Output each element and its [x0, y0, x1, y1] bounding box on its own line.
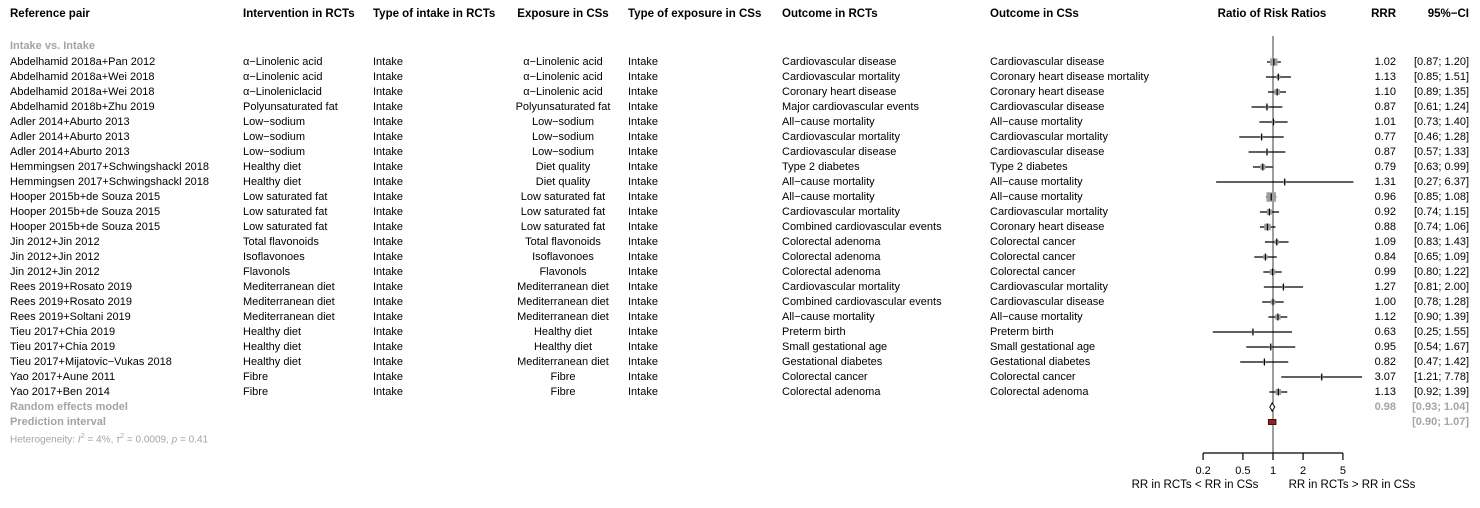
cell-outcome_rct: All−cause mortality	[782, 116, 875, 128]
cell-outcome_cs: Preterm birth	[990, 326, 1054, 338]
cell-outcome_cs: All−cause mortality	[990, 311, 1083, 323]
cell-ci: [0.83; 1.43]	[1413, 236, 1469, 248]
cell-outcome_cs: Colorectal cancer	[990, 251, 1076, 263]
cell-exposure: Low saturated fat	[520, 206, 606, 218]
cell-ref: Abdelhamid 2018a+Wei 2018	[10, 86, 155, 98]
cell-rrr: 0.77	[1374, 131, 1396, 143]
cell-ref: Rees 2019+Rosato 2019	[10, 281, 133, 293]
cell-outcome_rct: Cardiovascular mortality	[782, 281, 900, 293]
cell-ci: [0.61; 1.24]	[1413, 101, 1469, 113]
prediction-interval-ci: [0.90; 1.07]	[1412, 416, 1469, 428]
cell-ci: [1.21; 7.78]	[1413, 371, 1469, 383]
cell-rrr: 0.87	[1374, 101, 1396, 113]
study-row	[0, 356, 1480, 369]
cell-rrr: 0.88	[1374, 221, 1396, 233]
cell-ci: [0.47; 1.42]	[1413, 356, 1469, 368]
study-row	[0, 131, 1480, 144]
cell-ci: [0.85; 1.51]	[1413, 71, 1469, 83]
cell-outcome_rct: All−cause mortality	[782, 191, 875, 203]
cell-ci: [0.87; 1.20]	[1413, 56, 1469, 68]
cell-outcome_cs: Colorectal cancer	[990, 236, 1076, 248]
cell-exposure: Low−sodium	[531, 116, 595, 128]
column-header-intervention-rcts: Intervention in RCTs	[243, 8, 355, 20]
study-row	[0, 86, 1480, 99]
cell-rrr: 0.82	[1374, 356, 1396, 368]
cell-ci: [0.65; 1.09]	[1413, 251, 1469, 263]
cell-ref: Hemmingsen 2017+Schwingshackl 2018	[10, 161, 210, 173]
cell-exposure: Mediterranean diet	[517, 281, 609, 293]
cell-outcome_cs: Cardiovascular disease	[990, 56, 1105, 68]
study-row	[0, 206, 1480, 219]
cell-exposure: α−Linolenic acid	[523, 71, 603, 83]
cell-exposure_type: Intake	[628, 101, 658, 113]
cell-exposure_type: Intake	[628, 56, 658, 68]
cell-outcome_cs: Small gestational age	[990, 341, 1096, 353]
cell-intake_type: Intake	[373, 281, 403, 293]
cell-ci: [0.85; 1.08]	[1413, 191, 1469, 203]
cell-outcome_cs: Gestational diabetes	[990, 356, 1091, 368]
study-row	[0, 101, 1480, 114]
cell-exposure: Low−sodium	[531, 146, 595, 158]
cell-ci: [0.89; 1.35]	[1413, 86, 1469, 98]
x-axis-tick-label: 5	[1339, 465, 1346, 477]
cell-exposure_type: Intake	[628, 296, 658, 308]
cell-intervention: Low−sodium	[243, 146, 306, 158]
study-row	[0, 161, 1480, 174]
cell-intervention: Total flavonoids	[243, 236, 319, 248]
subgroup-label	[0, 40, 1480, 53]
cell-exposure_type: Intake	[628, 86, 658, 98]
cell-intervention: Healthy diet	[243, 176, 302, 188]
cell-intervention: Low−sodium	[243, 131, 306, 143]
cell-intake_type: Intake	[373, 146, 403, 158]
cell-outcome_rct: Preterm birth	[782, 326, 846, 338]
cell-intake_type: Intake	[373, 371, 403, 383]
cell-outcome_rct: Colorectal adenoma	[782, 266, 881, 278]
cell-ref: Adler 2014+Aburto 2013	[10, 116, 130, 128]
cell-rrr: 1.12	[1374, 311, 1396, 323]
cell-outcome_cs: All−cause mortality	[990, 176, 1083, 188]
random-effects-label: Random effects model	[10, 401, 128, 413]
cell-exposure_type: Intake	[628, 326, 658, 338]
study-row	[0, 296, 1480, 309]
cell-rrr: 3.07	[1374, 371, 1396, 383]
cell-rrr: 1.09	[1374, 236, 1396, 248]
cell-intake_type: Intake	[373, 251, 403, 263]
cell-outcome_cs: Type 2 diabetes	[990, 161, 1068, 173]
prediction-interval-label: Prediction interval	[10, 416, 106, 428]
cell-intervention: Fibre	[243, 371, 269, 383]
study-row	[0, 251, 1480, 264]
cell-intervention: Mediterranean diet	[243, 296, 335, 308]
cell-intervention: Low saturated fat	[243, 221, 328, 233]
cell-rrr: 1.13	[1374, 386, 1396, 398]
cell-outcome_cs: Colorectal cancer	[990, 371, 1076, 383]
cell-ci: [0.74; 1.06]	[1413, 221, 1469, 233]
cell-exposure: Polyunsaturated fat	[515, 101, 611, 113]
cell-intervention: Low−sodium	[243, 116, 306, 128]
column-header-outcome-css: Outcome in CSs	[990, 8, 1079, 20]
cell-outcome_cs: Colorectal adenoma	[990, 386, 1089, 398]
study-row	[0, 56, 1480, 69]
cell-outcome_rct: Colorectal adenoma	[782, 386, 881, 398]
cell-intake_type: Intake	[373, 161, 403, 173]
x-axis-tick-label: 0.5	[1235, 465, 1251, 477]
cell-outcome_rct: Colorectal adenoma	[782, 251, 881, 263]
cell-intake_type: Intake	[373, 86, 403, 98]
study-row	[0, 116, 1480, 129]
cell-outcome_cs: Cardiovascular disease	[990, 146, 1105, 158]
study-row	[0, 311, 1480, 324]
cell-ref: Hooper 2015b+de Souza 2015	[10, 221, 161, 233]
cell-rrr: 1.10	[1374, 86, 1396, 98]
cell-exposure: Fibre	[550, 371, 576, 383]
cell-intervention: Polyunsaturated fat	[243, 101, 338, 113]
cell-outcome_cs: All−cause mortality	[990, 191, 1083, 203]
cell-outcome_cs: Cardiovascular mortality	[990, 206, 1108, 218]
cell-outcome_cs: Cardiovascular mortality	[990, 281, 1108, 293]
cell-exposure_type: Intake	[628, 281, 658, 293]
cell-ref: Jin 2012+Jin 2012	[10, 266, 100, 278]
cell-ref: Yao 2017+Aune 2011	[10, 371, 116, 383]
cell-exposure_type: Intake	[628, 236, 658, 248]
cell-ci: [0.81; 2.00]	[1413, 281, 1469, 293]
cell-intake_type: Intake	[373, 266, 403, 278]
cell-intake_type: Intake	[373, 311, 403, 323]
cell-rrr: 0.95	[1374, 341, 1396, 353]
cell-rrr: 1.31	[1374, 176, 1396, 188]
cell-exposure: Isoflavonoes	[532, 251, 594, 263]
cell-exposure: Diet quality	[535, 176, 591, 188]
cell-exposure: Total flavonoids	[525, 236, 601, 248]
cell-exposure_type: Intake	[628, 161, 658, 173]
cell-exposure_type: Intake	[628, 131, 658, 143]
cell-exposure: Mediterranean diet	[517, 356, 609, 368]
cell-intervention: Mediterranean diet	[243, 281, 335, 293]
cell-ref: Hooper 2015b+de Souza 2015	[10, 206, 161, 218]
cell-outcome_cs: Cardiovascular disease	[990, 296, 1105, 308]
column-header-rrr: RRR	[1371, 8, 1396, 20]
cell-intervention: Flavonols	[243, 266, 291, 278]
cell-ci: [0.92; 1.39]	[1413, 386, 1469, 398]
column-header-95-ci: 95%−CI	[1427, 8, 1469, 20]
cell-outcome_cs: Cardiovascular disease	[990, 101, 1105, 113]
cell-outcome_cs: Coronary heart disease	[990, 86, 1105, 98]
cell-ci: [0.80; 1.22]	[1413, 266, 1469, 278]
column-header-type-intake-rcts: Type of intake in RCTs	[373, 8, 496, 20]
cell-intervention: Healthy diet	[243, 356, 302, 368]
study-row	[0, 71, 1480, 84]
cell-intervention: Isoflavonoes	[243, 251, 305, 263]
study-row	[0, 146, 1480, 159]
cell-intake_type: Intake	[373, 341, 403, 353]
cell-ci: [0.78; 1.28]	[1413, 296, 1469, 308]
cell-ci: [0.25; 1.55]	[1413, 326, 1469, 338]
cell-outcome_rct: Cardiovascular disease	[782, 56, 897, 68]
cell-outcome_rct: Type 2 diabetes	[782, 161, 860, 173]
cell-ci: [0.57; 1.33]	[1413, 146, 1469, 158]
cell-rrr: 0.79	[1374, 161, 1396, 173]
cell-rrr: 0.96	[1374, 191, 1396, 203]
cell-ref: Tieu 2017+Chia 2019	[10, 326, 116, 338]
cell-exposure_type: Intake	[628, 146, 658, 158]
column-header-exposure-css: Exposure in CSs	[517, 8, 609, 20]
cell-outcome_cs: All−cause mortality	[990, 116, 1083, 128]
cell-outcome_rct: Cardiovascular mortality	[782, 206, 900, 218]
cell-intake_type: Intake	[373, 191, 403, 203]
cell-outcome_cs: Colorectal cancer	[990, 266, 1076, 278]
random-effects-row	[0, 401, 1480, 414]
cell-ref: Tieu 2017+Mijatovic−Vukas 2018	[10, 356, 172, 368]
cell-exposure_type: Intake	[628, 191, 658, 203]
cell-ci: [0.46; 1.28]	[1413, 131, 1469, 143]
study-row	[0, 341, 1480, 354]
cell-ci: [0.74; 1.15]	[1413, 206, 1469, 218]
study-row	[0, 266, 1480, 279]
column-header-ratio-of-risk-ratios: Ratio of Risk Ratios	[1217, 8, 1327, 20]
cell-intervention: α−Linolenic acid	[243, 71, 323, 83]
cell-intervention: Healthy diet	[243, 326, 302, 338]
cell-exposure: Diet quality	[535, 161, 591, 173]
cell-exposure_type: Intake	[628, 311, 658, 323]
study-row	[0, 236, 1480, 249]
cell-exposure_type: Intake	[628, 206, 658, 218]
cell-intake_type: Intake	[373, 386, 403, 398]
cell-exposure: Fibre	[550, 386, 576, 398]
cell-ref: Rees 2019+Soltani 2019	[10, 311, 131, 323]
cell-outcome_rct: Gestational diabetes	[782, 356, 883, 368]
cell-intake_type: Intake	[373, 101, 403, 113]
cell-rrr: 1.00	[1374, 296, 1396, 308]
cell-intervention: α−Linolenic acid	[243, 56, 323, 68]
cell-ref: Yao 2017+Ben 2014	[10, 386, 110, 398]
cell-outcome_rct: Cardiovascular mortality	[782, 71, 900, 83]
cell-exposure: α−Linolenic acid	[523, 56, 603, 68]
cell-rrr: 0.87	[1374, 146, 1396, 158]
cell-rrr: 1.13	[1374, 71, 1396, 83]
study-row	[0, 386, 1480, 399]
cell-exposure_type: Intake	[628, 266, 658, 278]
cell-exposure_type: Intake	[628, 116, 658, 128]
cell-exposure: Low−sodium	[531, 131, 595, 143]
cell-rrr: 1.01	[1374, 116, 1396, 128]
cell-exposure: Mediterranean diet	[517, 296, 609, 308]
axis-right-direction-label: RR in RCTs > RR in CSs	[1288, 479, 1416, 491]
cell-intake_type: Intake	[373, 356, 403, 368]
cell-exposure_type: Intake	[628, 341, 658, 353]
cell-ref: Jin 2012+Jin 2012	[10, 251, 100, 263]
cell-outcome_rct: Coronary heart disease	[782, 86, 897, 98]
cell-exposure_type: Intake	[628, 71, 658, 83]
cell-intervention: Low saturated fat	[243, 206, 328, 218]
cell-exposure_type: Intake	[628, 251, 658, 263]
heterogeneity-note: Heterogeneity: $I^2 = 4\%$, $\tau^2 = 0.0009$, p = 0.41	[10, 431, 209, 446]
cell-intervention: Low saturated fat	[243, 191, 328, 203]
cell-outcome_rct: Cardiovascular mortality	[782, 131, 900, 143]
cell-outcome_rct: Major cardiovascular events	[782, 101, 919, 113]
cell-outcome_cs: Coronary heart disease mortality	[990, 71, 1149, 83]
cell-ref: Rees 2019+Rosato 2019	[10, 296, 133, 308]
cell-ref: Jin 2012+Jin 2012	[10, 236, 100, 248]
cell-ref: Hooper 2015b+de Souza 2015	[10, 191, 161, 203]
subgroup-label-text: Intake vs. Intake	[10, 40, 95, 52]
cell-rrr: 0.84	[1374, 251, 1396, 263]
cell-exposure_type: Intake	[628, 356, 658, 368]
cell-ci: [0.73; 1.40]	[1413, 116, 1469, 128]
cell-outcome_rct: Cardiovascular disease	[782, 146, 897, 158]
cell-ref: Adler 2014+Aburto 2013	[10, 131, 130, 143]
x-axis-tick-label: 0.2	[1195, 465, 1211, 477]
cell-rrr: 1.27	[1374, 281, 1396, 293]
study-row	[0, 176, 1480, 189]
cell-outcome_rct: All−cause mortality	[782, 311, 875, 323]
cell-intake_type: Intake	[373, 56, 403, 68]
cell-rrr: 0.63	[1374, 326, 1396, 338]
study-row	[0, 326, 1480, 339]
study-row	[0, 281, 1480, 294]
cell-exposure: Low saturated fat	[520, 191, 606, 203]
cell-intake_type: Intake	[373, 326, 403, 338]
random-effects-ci: [0.93; 1.04]	[1412, 401, 1469, 413]
cell-ref: Abdelhamid 2018a+Pan 2012	[10, 56, 156, 68]
column-header-outcome-rcts: Outcome in RCTs	[782, 8, 878, 20]
cell-intake_type: Intake	[373, 236, 403, 248]
study-row	[0, 221, 1480, 234]
cell-exposure: Healthy diet	[533, 326, 593, 338]
cell-ref: Hemmingsen 2017+Schwingshackl 2018	[10, 176, 210, 188]
cell-intervention: α−Linoleniclacid	[243, 86, 322, 98]
cell-exposure: Flavonols	[539, 266, 587, 278]
cell-exposure_type: Intake	[628, 371, 658, 383]
cell-rrr: 0.92	[1374, 206, 1396, 218]
cell-intake_type: Intake	[373, 71, 403, 83]
cell-intervention: Healthy diet	[243, 161, 302, 173]
cell-intervention: Healthy diet	[243, 341, 302, 353]
cell-exposure: Healthy diet	[533, 341, 593, 353]
axis-left-direction-label: RR in RCTs < RR in CSs	[1131, 479, 1259, 491]
column-header-reference-pair: Reference pair	[10, 8, 90, 20]
cell-intake_type: Intake	[373, 131, 403, 143]
prediction-interval-row	[0, 416, 1480, 429]
cell-outcome_cs: Coronary heart disease	[990, 221, 1105, 233]
cell-outcome_cs: Cardiovascular mortality	[990, 131, 1108, 143]
x-axis-tick-label: 2	[1300, 465, 1307, 477]
cell-ci: [0.90; 1.39]	[1413, 311, 1469, 323]
cell-intervention: Fibre	[243, 386, 269, 398]
cell-intake_type: Intake	[373, 206, 403, 218]
cell-ref: Tieu 2017+Chia 2019	[10, 341, 116, 353]
random-effects-rrr: 0.98	[1374, 401, 1396, 413]
cell-ci: [0.54; 1.67]	[1413, 341, 1469, 353]
cell-rrr: 1.02	[1374, 56, 1396, 68]
cell-outcome_rct: All−cause mortality	[782, 176, 875, 188]
cell-outcome_rct: Colorectal adenoma	[782, 236, 881, 248]
cell-outcome_rct: Combined cardiovascular events	[782, 221, 942, 233]
cell-intake_type: Intake	[373, 221, 403, 233]
cell-exposure_type: Intake	[628, 221, 658, 233]
cell-outcome_rct: Small gestational age	[782, 341, 888, 353]
cell-exposure: Mediterranean diet	[517, 311, 609, 323]
column-header-type-exposure-css: Type of exposure in CSs	[628, 8, 762, 20]
cell-ref: Adler 2014+Aburto 2013	[10, 146, 130, 158]
cell-exposure: Low saturated fat	[520, 221, 606, 233]
study-row	[0, 191, 1480, 204]
study-row	[0, 371, 1480, 384]
cell-ref: Abdelhamid 2018b+Zhu 2019	[10, 101, 155, 113]
cell-ref: Abdelhamid 2018a+Wei 2018	[10, 71, 155, 83]
cell-exposure: α−Linolenic acid	[523, 86, 603, 98]
cell-ci: [0.27; 6.37]	[1413, 176, 1469, 188]
cell-exposure_type: Intake	[628, 176, 658, 188]
cell-intake_type: Intake	[373, 176, 403, 188]
cell-intake_type: Intake	[373, 116, 403, 128]
cell-intake_type: Intake	[373, 296, 403, 308]
cell-outcome_rct: Combined cardiovascular events	[782, 296, 942, 308]
cell-intervention: Mediterranean diet	[243, 311, 335, 323]
cell-ci: [0.63; 0.99]	[1413, 161, 1469, 173]
cell-exposure_type: Intake	[628, 386, 658, 398]
cell-rrr: 0.99	[1374, 266, 1396, 278]
cell-outcome_rct: Colorectal cancer	[782, 371, 868, 383]
x-axis-tick-label: 1	[1269, 465, 1277, 477]
